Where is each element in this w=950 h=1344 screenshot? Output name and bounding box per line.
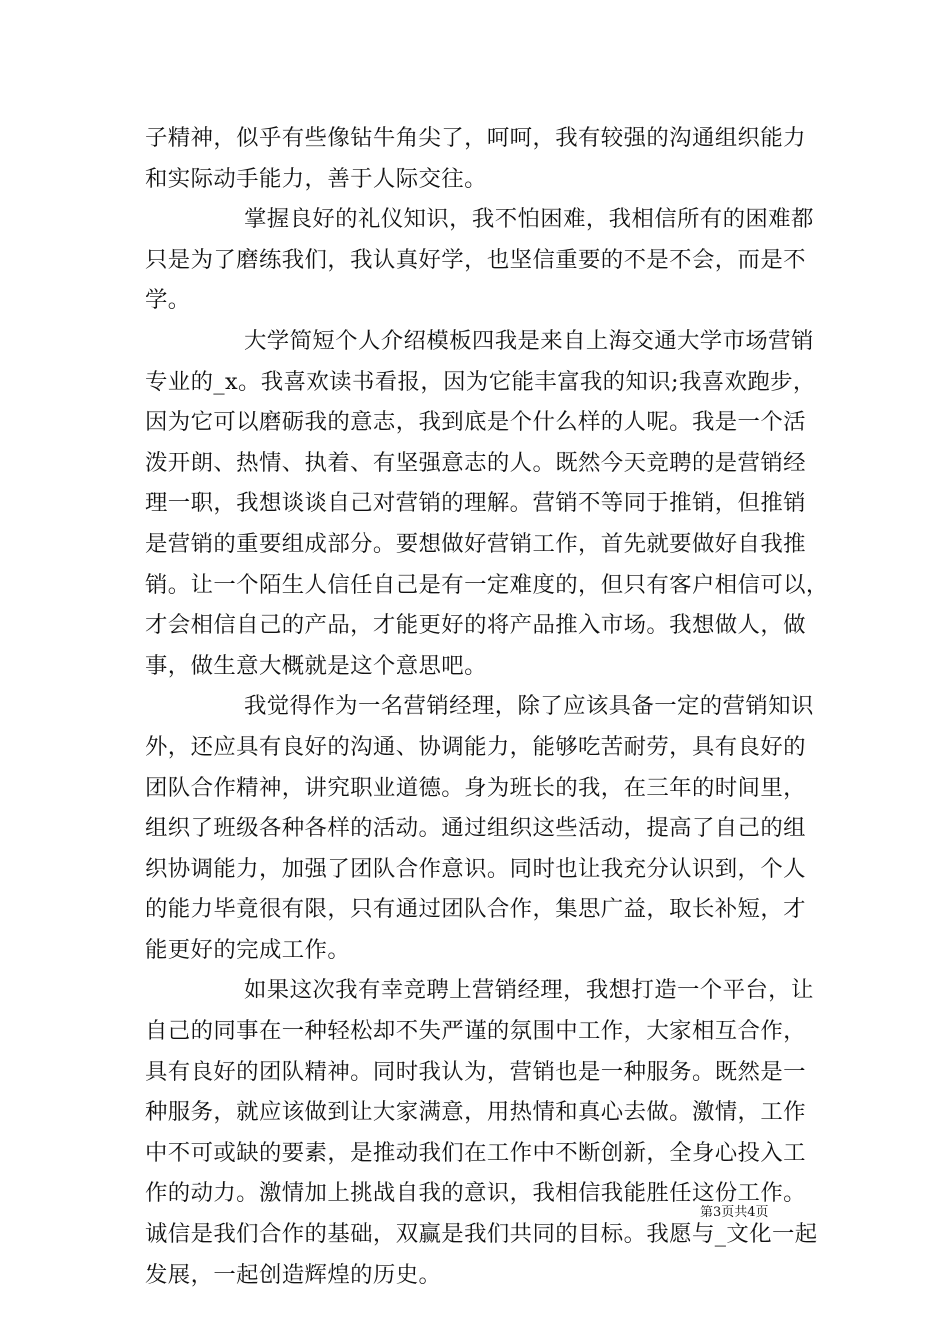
text-line: 理一职，我想谈谈自己对营销的理解。营销不等同于推销，但推销	[145, 490, 806, 517]
text-line: 因为它可以磨砺我的意志，我到底是个什么样的人呢。我是一个活	[145, 409, 806, 436]
text-line: 才会相信自己的产品，才能更好的将产品推入市场。我想做人，做	[145, 612, 806, 639]
text-line: 学。	[145, 287, 191, 314]
text-line: 掌握良好的礼仪知识，我不怕困难，我相信所有的困难都	[244, 206, 814, 233]
page-number: 第3页共4页	[700, 1205, 769, 1220]
body-text	[145, 118, 829, 1295]
text-line: 只是为了磨练我们，我认真好学，也坚信重要的不是不会，而是不	[145, 246, 806, 273]
text-line: 如果这次我有幸竞聘上营销经理，我想打造一个平台，让	[244, 977, 814, 1004]
text-line: 和实际动手能力，善于人际交往。	[145, 165, 487, 192]
text-line: 子精神，似乎有些像钻牛角尖了，呵呵，我有较强的沟通组织能力	[145, 125, 806, 151]
text-line: 织协调能力，加强了团队合作意识。同时也让我充分认识到，个人	[145, 855, 806, 882]
text-line: 大学简短个人介绍模板四我是来自上海交通大学市场营销	[244, 327, 814, 354]
text-line: 的能力毕竟很有限，只有通过团队合作，集思广益，取长补短，才	[145, 896, 806, 923]
text-line: 团队合作精神，讲究职业道德。身为班长的我，在三年的时间里，	[145, 774, 806, 801]
text-line: 自己的同事在一种轻松却不失严谨的氛围中工作，大家相互合作，	[145, 1018, 806, 1045]
text-line: 泼开朗、热情、执着、有坚强意志的人。既然今天竞聘的是营销经	[145, 449, 806, 476]
text-line: 销。让一个陌生人信任自己是有一定难度的，但只有客户相信可以，	[145, 571, 829, 598]
text-line: 我觉得作为一名营销经理，除了应该具备一定的营销知识	[244, 693, 814, 720]
text-line: 作的动力。激情加上挑战自我的意识，我相信我能胜任这份工作。	[145, 1180, 806, 1207]
text-line: 具有良好的团队精神。同时我认为，营销也是一种服务。既然是一	[145, 1058, 806, 1085]
text-line: 中不可或缺的要素，是推动我们在工作中不断创新，全身心投入工	[145, 1139, 806, 1166]
text-line: 外，还应具有良好的沟通、协调能力，能够吃苦耐劳，具有良好的	[145, 733, 806, 760]
text-line: 能更好的完成工作。	[145, 936, 351, 963]
text-line: 事，做生意大概就是这个意思吧。	[145, 652, 487, 679]
text-line: 发展，一起创造辉煌的历史。	[145, 1261, 442, 1288]
text-line: 种服务，就应该做到让大家满意，用热情和真心去做。激情，工作	[145, 1099, 806, 1126]
text-line: 是营销的重要组成部分。要想做好营销工作，首先就要做好自我推	[145, 530, 806, 557]
text-line: 组织了班级各种各样的活动。通过组织这些活动，提高了自己的组	[145, 815, 806, 842]
text-line: 诚信是我们合作的基础，双赢是我们共同的目标。我愿与_文化一起	[145, 1221, 818, 1248]
text-line: 专业的_x。我喜欢读书看报，因为它能丰富我的知识;我喜欢跑步，	[145, 368, 816, 395]
